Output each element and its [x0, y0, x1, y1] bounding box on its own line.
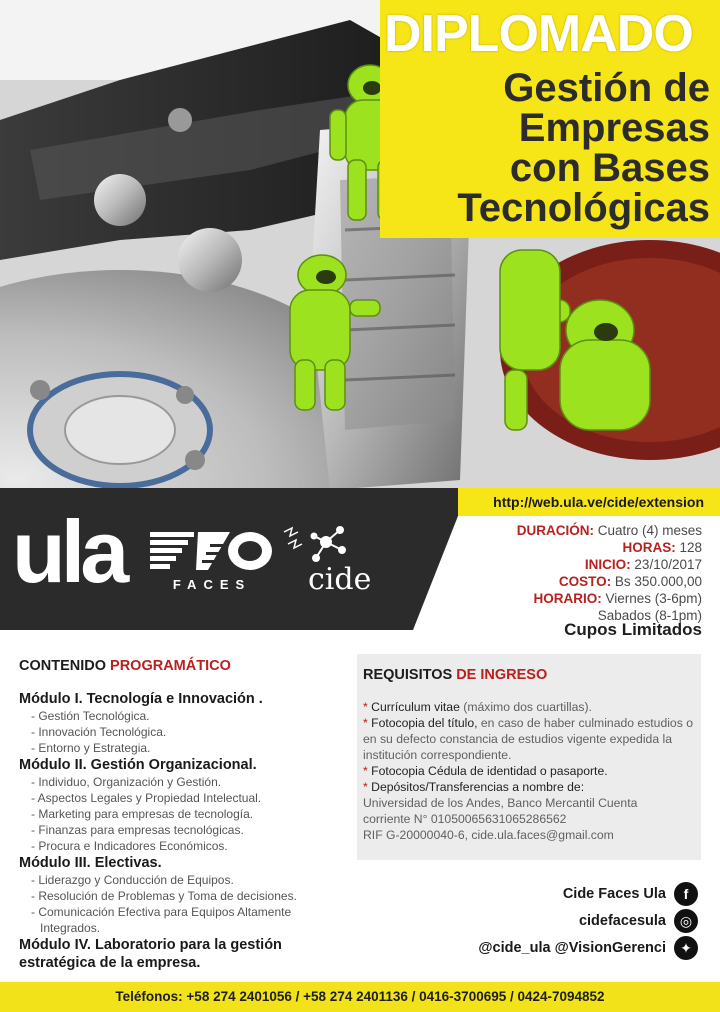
program-title-line: Gestión de	[503, 66, 710, 110]
program-title-line: Tecnológicas	[457, 186, 710, 230]
heading-part: CONTENIDO	[19, 658, 111, 674]
detail-value: Viernes (3-6pm)	[601, 591, 702, 606]
cide-molecule-icon	[282, 522, 352, 566]
heading-accent: PROGRAMÁTICO	[110, 658, 231, 674]
twitter-icon: ✦	[674, 936, 698, 960]
detail-inicio	[517, 556, 702, 573]
requirements-list	[363, 699, 699, 843]
facebook-handle: Cide Faces Ula	[562, 886, 666, 902]
heading-accent: DE INGRESO	[456, 667, 548, 683]
requirement-strong: Currículum vitae	[371, 700, 460, 714]
faces-label: FACES	[172, 577, 252, 592]
bullet-star: *	[363, 700, 372, 714]
detail-label: INICIO:	[584, 557, 631, 572]
title-diplomado: DIPLOMADO	[384, 5, 693, 63]
social-instagram[interactable]	[438, 909, 698, 933]
bank-line: corriente N° 01050065631065286562	[363, 812, 567, 826]
requirement-detail: (máximo dos cuartillas).	[459, 700, 592, 714]
footer-bar	[0, 982, 720, 1012]
cide-logo: cide	[308, 562, 372, 597]
detail-value: Sabados (8-1pm)	[597, 608, 702, 623]
module-item: Integrados.	[40, 921, 101, 935]
module-title: Módulo IV. Laboratorio para la gestión	[19, 937, 282, 953]
ula-logo: ula	[12, 502, 125, 601]
detail-value: 128	[675, 540, 702, 555]
module-title: Módulo II. Gestión Organizacional.	[19, 757, 257, 773]
detail-costo	[517, 573, 702, 590]
heading-part: REQUISITOS	[363, 667, 457, 683]
detail-value: Cuatro (4) meses	[593, 523, 702, 538]
module-item: - Procura e Indicadores Económicos.	[31, 839, 228, 853]
contenido-heading	[19, 658, 231, 674]
website-link[interactable]: http://web.ula.ve/cide/extension	[493, 494, 704, 510]
module-list	[19, 690, 339, 972]
module-item: - Entorno y Estrategia.	[31, 741, 151, 755]
detail-label: COSTO:	[558, 574, 612, 589]
hero-image	[0, 0, 720, 490]
detail-value: 23/10/2017	[630, 557, 702, 572]
requirement-cv	[363, 699, 699, 715]
bullet-star: *	[363, 780, 372, 794]
module-item: - Innovación Tecnológica.	[31, 725, 167, 739]
module-item: - Comunicación Efectiva para Equipos Altamente	[31, 905, 292, 919]
detail-label: HORAS:	[622, 540, 676, 555]
requirement-deposito	[363, 779, 699, 795]
detail-label: HORARIO:	[533, 591, 602, 606]
requirement-strong: Fotocopia del título,	[371, 716, 478, 730]
program-title-line: con Bases	[509, 146, 710, 190]
program-title	[440, 68, 710, 228]
module-item: - Finanzas para empresas tecnológicas.	[31, 823, 244, 837]
faces-logo-icon	[150, 530, 274, 574]
detail-horario	[517, 590, 702, 607]
requirements-box	[357, 654, 701, 860]
social-twitter[interactable]	[378, 936, 698, 960]
requirement-strong: Fotocopia Cédula de identidad o pasaporte.	[371, 764, 608, 778]
detail-label: DURACIÓN:	[516, 523, 594, 538]
module-item: - Liderazgo y Conducción de Equipos.	[31, 873, 234, 887]
module-title: estratégica de la empresa.	[19, 955, 201, 971]
limited-seats-notice: Cupos Limitados	[564, 620, 702, 639]
module-title: Módulo I. Tecnología e Innovación .	[19, 691, 263, 707]
detail-horas	[517, 539, 702, 556]
instagram-handle: cidefacesula	[578, 913, 666, 929]
social-facebook[interactable]	[438, 882, 698, 906]
bullet-star: *	[363, 716, 372, 730]
requirement-cedula	[363, 763, 699, 779]
facebook-icon: f	[674, 882, 698, 906]
program-details	[517, 522, 702, 624]
bullet-star: *	[363, 764, 372, 778]
detail-duracion	[517, 522, 702, 539]
requirements-heading	[363, 667, 547, 683]
detail-value: Bs 350.000,00	[611, 574, 702, 589]
requirement-titulo	[363, 715, 699, 763]
bank-line: Universidad de los Andes, Banco Mercantil Cuenta	[363, 796, 638, 810]
module-item: - Resolución de Problemas y Toma de decisiones.	[31, 889, 297, 903]
instagram-icon: ◎	[674, 909, 698, 933]
module-item: - Gestión Tecnológica.	[31, 709, 150, 723]
bank-line: RIF G-20000040-6, cide.ula.faces@gmail.com	[363, 828, 614, 842]
module-item: - Aspectos Legales y Propiedad Intelectual.	[31, 791, 262, 805]
contact-phones: Teléfonos: +58 274 2401056 / +58 274 2401136 / 0416-3700695 / 0424-7094852	[115, 989, 605, 1004]
requirement-detail: en caso de haber culminado estudios o en su defecto constancia de estudios vigente expedida la institución correspondiente.	[363, 716, 693, 762]
module-title: Módulo III. Electivas.	[19, 855, 162, 871]
module-item: - Individuo, Organización y Gestión.	[31, 775, 222, 789]
module-item: - Marketing para empresas de tecnología.	[31, 807, 254, 821]
twitter-handles: @cide_ula @VisionGerenci	[478, 940, 666, 956]
requirement-strong: Depósitos/Transferencias a nombre de:	[371, 780, 585, 794]
program-title-line: Empresas	[518, 106, 710, 150]
